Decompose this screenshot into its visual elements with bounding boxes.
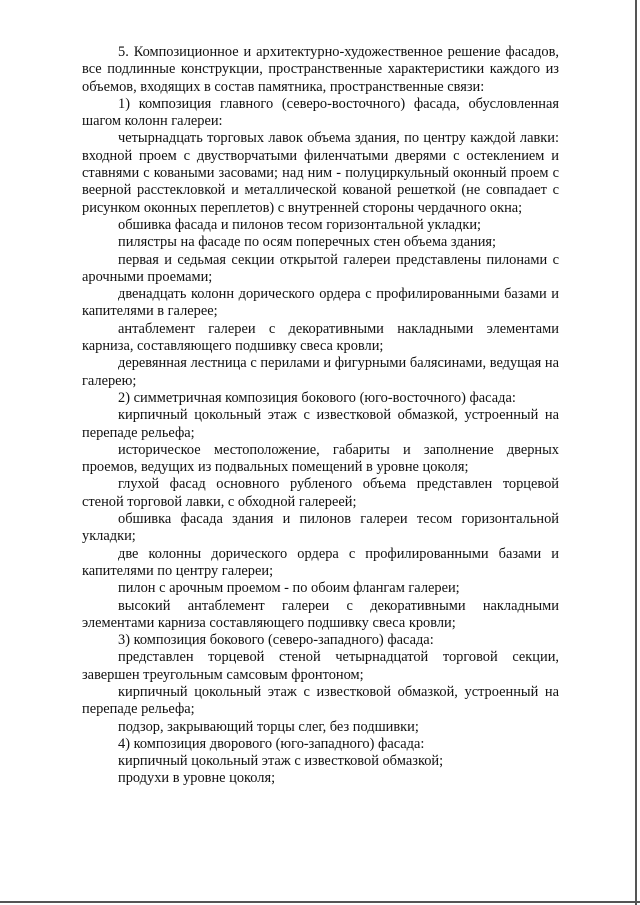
paragraph: четырнадцать торговых лавок объема здания, по центру каждой лавки: входной проем с двустворчатыми филенчатыми дверями с остеклением и ставнями с коваными засовами; над ним - полуциркульный оконный проем с веерной расстекловкой и металлической кованой решеткой (не совпадает с рисунком оконных переплетов) с внутренней стороны чердачного окна; [82,130,559,216]
document-body [82,44,559,788]
paragraph: подзор, закрывающий торцы слег, без подшивки; [118,718,419,735]
paragraph: пилястры на фасаде по осям поперечных стен объема здания; [118,234,497,251]
paragraph: глухой фасад основного рубленого объема представлен торцевой стеной торговой лавки, с обходной галереей; [82,476,559,510]
paragraph: две колонны дорического ордера с профилированными базами и капителями по центру галереи; [82,545,559,579]
paragraph: продухи в уровне цоколя; [118,770,276,787]
paragraph: антаблемент галереи с декоративными накладными элементами карниза, составляющего подшивку свеса кровли; [82,320,559,355]
paragraph: обшивка фасада здания и пилонов галереи тесом горизонтальной укладки; [82,511,559,545]
scan-edge-right [635,0,637,905]
scan-edge-bottom [0,901,640,903]
paragraph: 1) композиция главного (северо-восточного) фасада, обусловленная шагом колонн галереи: [82,95,559,130]
paragraph: высокий антаблемент галереи с декоративными накладными элементами карниза составляющего подшивку свеса кровли; [82,597,559,631]
paragraph: 4) композиция дворового (юго-западного) фасада: [118,735,425,752]
paragraph: 5. Композиционное и архитектурно-художественное решение фасадов, все подлинные конструкции, пространственные характеристики каждого из объемов, входящих в состав памятника, пространственные связи: [82,44,559,95]
paragraph: пилон с арочным проемом - по обоим флангам галереи; [118,580,460,597]
paragraph: историческое местоположение, габариты и заполнение дверных проемов, ведущих из подвальных помещений в уровне цоколя; [82,441,559,476]
paragraph: первая и седьмая секции открытой галереи представлены пилонами с арочными проемами; [82,251,559,285]
paragraph: представлен торцевой стеной четырнадцатой торговой секции, завершен треугольным самсовым фронтоном; [82,649,559,683]
paragraph: кирпичный цокольный этаж с известковой обмазкой, устроенный на перепаде рельефа; [82,407,559,441]
paragraph: 2) симметричная композиция бокового (юго-восточного) фасада: [118,389,516,406]
paragraph: кирпичный цокольный этаж с известковой обмазкой, устроенный на перепаде рельефа; [82,683,559,718]
paragraph: 3) композиция бокового (северо-западного) фасада: [118,632,434,649]
paragraph: обшивка фасада и пилонов тесом горизонтальной укладки; [118,216,482,233]
paragraph: деревянная лестница с перилами и фигурными балясинами, ведущая на галерею; [82,355,559,389]
paragraph: двенадцать колонн дорического ордера с профилированными базами и капителями в галерее; [82,286,559,320]
paragraph: кирпичный цокольный этаж с известковой обмазкой; [118,753,444,770]
